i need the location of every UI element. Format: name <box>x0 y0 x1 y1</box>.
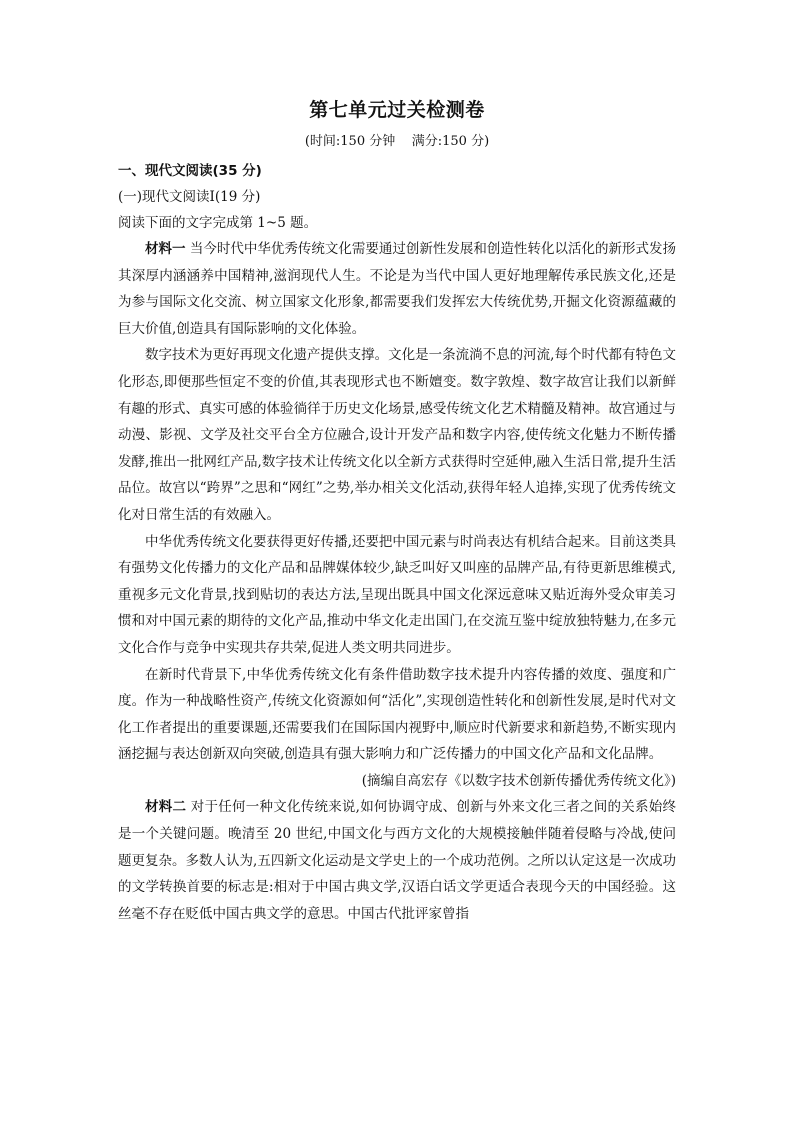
subsection-heading-reading-1: (一)现代文阅读Ⅰ(19 分) <box>118 189 261 205</box>
material-one-paragraph: 在新时代背景下,中华优秀传统文化有条件借助数字技术提升内容传播的效度、强度和广度。作为一种战略性资产,传统文化资源如何“活化”,实现创造性转化和创新性发展,是时代对文化工作者提出的重要课题,还需要我们在国际国内视野中,顺应时代新要求和新趋势,不断实现内涵挖掘与表达创新双向突破,创造具有强大影响力和广泛传播力的中国文化产品和文化品牌。 <box>118 666 676 763</box>
material-one-paragraph <box>118 236 676 342</box>
exam-title: 第七单元过关检测卷 <box>309 99 485 121</box>
section-heading-modern-reading: 一、现代文阅读(35 分) <box>118 163 262 179</box>
exam-page <box>118 98 676 927</box>
material-two-label: 材料二 <box>145 799 187 816</box>
material-two-paragraph-text: 对于任何一种文化传统来说,如何协调守成、创新与外来文化三者之间的关系始终是一个关键问题。晚清至 20 世纪,中国文化与西方文化的大规模接触伴随着侵略与冷战,使问题更复杂。多数人认为,五四新文化运动是文学史上的一个成功范例。之所以认定这是一次成功的文学转换首要的标志是:相对于中国古典文学,汉语白话文学更适合表现今天的中国经验。这丝毫不存在贬低中国古典文学的意思。中国古代批评家曾指 <box>118 799 677 922</box>
material-one <box>118 236 676 794</box>
material-one-label: 材料一 <box>145 241 186 257</box>
material-one-paragraph: 数字技术为更好再现文化遗产提供支撑。文化是一条流淌不息的河流,每个时代都有特色文化形态,即便那些恒定不变的价值,其表现形式也不断嬗变。数字敦煌、数字故宫让我们以新鲜有趣的形式、真实可感的体验徜徉于历史文化场景,感受传统文化艺术精髓及精神。故宫通过与动漫、影视、文学及社交平台全方位融合,设计开发产品和数字内容,使传统文化魅力不断传播发酵,推出一批网红产品,数字技术让传统文化以全新方式获得时空延伸,融入生活日常,提升生活品位。故宫以“跨界”之思和“网红”之势,举办相关文化活动,获得年轻人追捧,实现了优秀传统文化对日常生活的有效融入。 <box>118 347 676 523</box>
reading-instruction: 阅读下面的文字完成第 1~5 题。 <box>118 215 318 231</box>
material-two-paragraph <box>118 794 676 927</box>
material-two <box>118 794 676 927</box>
material-one-paragraph: 中华优秀传统文化要获得更好传播,还要把中国元素与时尚表达有机结合起来。目前这类具有强势文化传播力的文化产品和品牌媒体较少,缺乏叫好又叫座的品牌产品,有待更新思维模式,重视多元文化背景,找到贴切的表达方法,呈现出既具中国文化深远意味又贴近海外受众审美习惯和对中国元素的期待的文化产品,推动中华文化走出国门,在交流互鉴中绽放独特魅力,在多元文化合作与竞争中实现共存共荣,促进人类文明共同进步。 <box>118 533 676 656</box>
material-one-source: (摘编自高宏存《以数字技术创新传播优秀传统文化》) <box>361 772 676 789</box>
exam-time-score: (时间:150 分钟 满分:150 分) <box>304 134 490 149</box>
material-one-paragraph-text: 当今时代中华优秀传统文化需要通过创新性发展和创造性转化以活化的新形式发扬其深厚内涵涵养中国精神,滋润现代人生。不论是为当代中国人更好地理解传承民族文化,还是为参与国际文化交流、树立国家文化形象,都需要我们发挥宏大传统优势,开掘文化资源蕴藏的巨大价值,创造具有国际影响的文化体验。 <box>118 241 676 337</box>
